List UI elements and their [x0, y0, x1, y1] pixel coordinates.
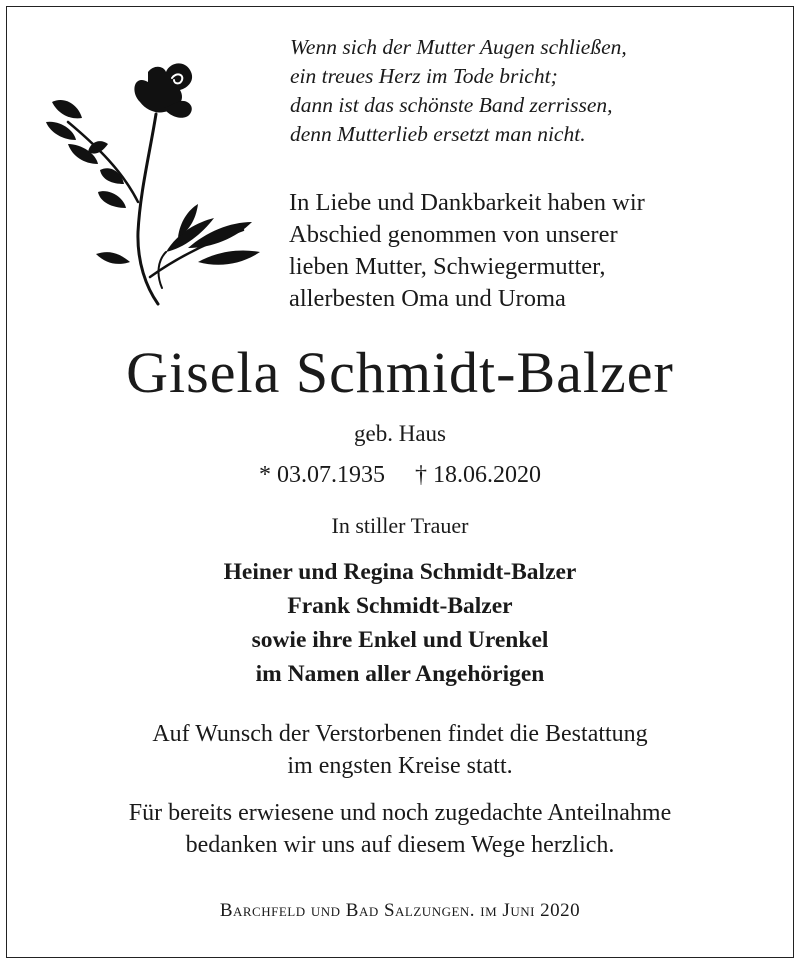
notice-line: im engsten Kreise statt.: [287, 753, 513, 779]
notice-line: Auf Wunsch der Verstorbenen findet die Bestattung: [152, 721, 648, 747]
family-line: Frank Schmidt-Balzer: [287, 593, 513, 619]
intro-line: lieben Mutter, Schwiegermutter,: [289, 253, 606, 280]
death-date: † 18.06.2020: [415, 462, 541, 488]
mourning-label: In stiller Trauer: [331, 513, 469, 538]
poem-line: dann ist das schönste Band zerrissen,: [290, 93, 613, 117]
place-date: Barchfeld und Bad Salzungen. im Juni 2020: [219, 900, 581, 921]
intro-text: [289, 187, 645, 315]
family-line: Heiner und Regina Schmidt-Balzer: [223, 559, 577, 585]
intro-line: In Liebe und Dankbarkeit haben wir: [289, 189, 645, 216]
family-line: im Namen aller Angehörigen: [255, 661, 545, 687]
intro-line: Abschied genommen von unserer: [289, 221, 618, 248]
poem-line: Wenn sich der Mutter Augen schließen,: [290, 35, 627, 59]
intro-line: allerbesten Oma und Uroma: [289, 285, 566, 312]
notice-line: Für bereits erwiesene und noch zugedachte Anteilnahme: [128, 800, 672, 826]
poem-line: ein treues Herz im Tode bricht;: [290, 64, 558, 88]
poem: [290, 33, 627, 149]
deceased-name: Gisela Schmidt-Balzer: [126, 340, 674, 405]
birth-date: * 03.07.1935: [259, 462, 385, 488]
family-line: sowie ihre Enkel und Urenkel: [251, 627, 549, 653]
maiden-name: geb. Haus: [354, 421, 446, 446]
thanks-notice: [0, 797, 800, 861]
notice-line: bedanken wir uns auf diesem Wege herzlich.: [185, 832, 615, 858]
poem-line: denn Mutterlieb ersetzt man nicht.: [290, 122, 586, 146]
life-dates: [0, 460, 800, 490]
funeral-notice: [0, 718, 800, 782]
rose-icon: [38, 52, 268, 312]
family-signatures: [0, 555, 800, 691]
